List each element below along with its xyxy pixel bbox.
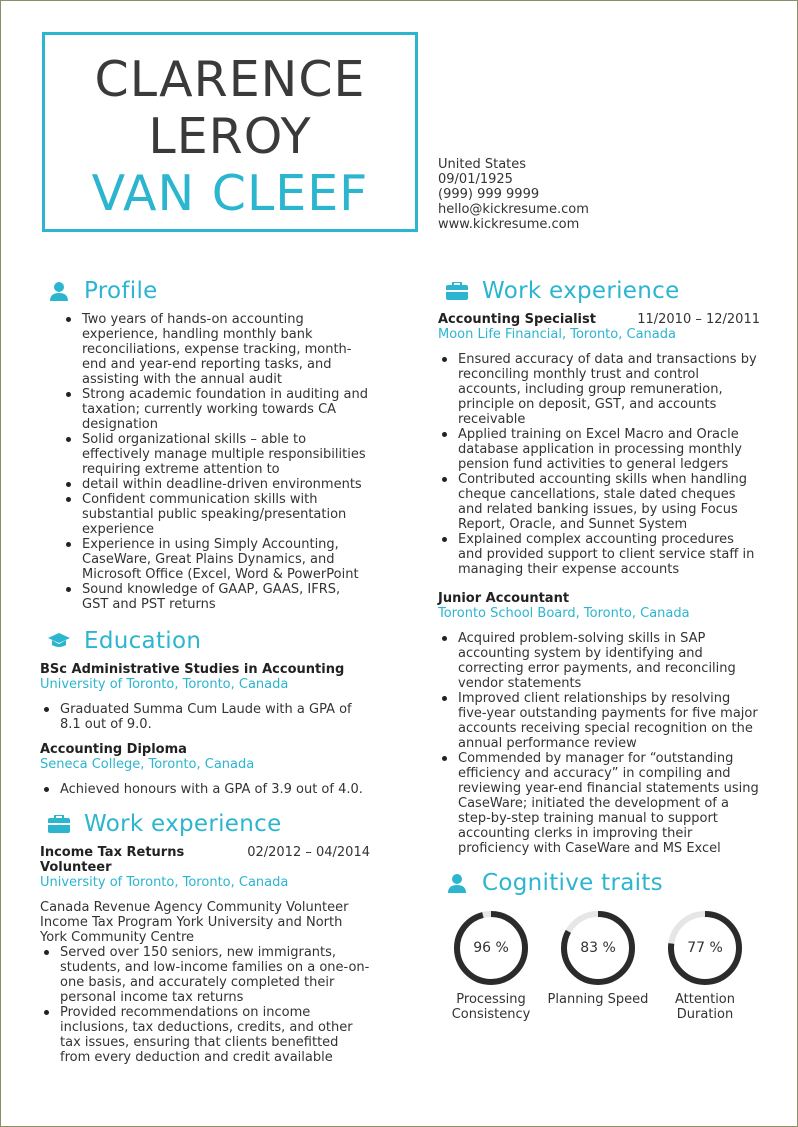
job-description: Canada Revenue Agency Community Volunteer Income Tax Program York University and North York Community Centre: [40, 900, 349, 945]
list-item: detail within deadline-driven environments: [62, 477, 370, 492]
list-item: Solid organizational skills – able to effectively manage multiple responsibilities requiring extreme attention to: [62, 432, 370, 477]
job-org: University of Toronto, Toronto, Canada: [40, 875, 289, 890]
traits-title: Cognitive traits: [482, 870, 663, 896]
traits-header: [438, 868, 760, 898]
contact-website[interactable]: www.kickresume.com: [438, 217, 580, 232]
trait-label: Attention Duration: [675, 992, 735, 1022]
list-item: Two years of hands-on accounting experience, handling monthly bank reconciliations, expense tracking, month-end and year-end reporting tasks, and assisting with the annual audit: [62, 312, 370, 387]
trait-item: [652, 908, 758, 1022]
list-item: Explained complex accounting procedures and provided support to client service staff in managing their expense accounts: [438, 532, 760, 577]
list-item: Sound knowledge of GAAP, GAAS, IFRS, GST and PST returns: [62, 582, 370, 612]
degree-title: BSc Administrative Studies in Accounting: [40, 662, 345, 677]
trait-item: [438, 908, 544, 1022]
job-dates: 02/2012 – 04/2014: [247, 845, 370, 860]
trait-gauge: [558, 908, 638, 988]
last-name: VAN CLEEF: [91, 165, 369, 222]
job-details: [438, 631, 760, 856]
job-entry: [438, 312, 760, 577]
school-name: Seneca College, Toronto, Canada: [40, 757, 255, 772]
education-header: [40, 626, 370, 656]
list-item: Applied training on Excel Macro and Oracle database application in processing monthly pension fund activities to general ledgers: [438, 427, 760, 472]
first-name: CLARENCE: [94, 51, 366, 108]
job-title: Junior Accountant: [438, 591, 570, 606]
job-title: Accounting Specialist: [438, 312, 596, 327]
traits-row: [438, 908, 758, 1022]
work-right-title: Work experience: [482, 278, 680, 304]
job-details: [438, 352, 760, 577]
trait-label: Processing Consistency: [451, 992, 531, 1022]
list-item: Experience in using Simply Accounting, CaseWare, Great Plains Dynamics, and Microsoft Office (Excel, Word & PowerPoint: [62, 537, 370, 582]
list-item: Graduated Summa Cum Laude with a GPA of 8.1 out of 9.0.: [40, 702, 370, 732]
briefcase-icon: [44, 812, 74, 836]
trait-item: [545, 908, 651, 1022]
briefcase-icon: [442, 279, 472, 303]
education-details: [40, 702, 370, 732]
job-head: [438, 591, 760, 606]
profile-title: Profile: [84, 278, 158, 304]
trait-gauge: [665, 908, 745, 988]
person-icon: [442, 871, 472, 895]
job-entry: [40, 845, 370, 1065]
list-item: Contributed accounting skills when handling cheque cancellations, stale dated cheques and related banking issues, by using Focus Report, Oracle, and Sunnet System: [438, 472, 760, 532]
education-entry: [40, 662, 370, 732]
list-item: Commended by manager for “outstanding efficiency and accuracy” in compiling and reviewing year-end financial statements using CaseWare; initiated the development of a step-by-step training manual to support accounting clerks in improving their proficiency with CaseWare and MS Excel: [438, 751, 760, 856]
trait-value: 83 %: [580, 940, 616, 956]
trait-value: 96 %: [473, 940, 509, 956]
job-head: [438, 312, 760, 327]
contact-email[interactable]: hello@kickresume.com: [438, 202, 589, 217]
contact-location: United States: [438, 157, 527, 172]
name-box: [42, 32, 418, 232]
list-item: Served over 150 seniors, new immigrants, students, and low-income families on a one-on-one basis, and accurately completed their personal income tax returns: [40, 945, 370, 1005]
profile-header: [40, 276, 370, 306]
contact-dob: 09/01/1925: [438, 172, 513, 187]
job-org: Moon Life Financial, Toronto, Canada: [438, 327, 676, 342]
graduation-cap-icon: [44, 629, 74, 653]
job-dates: 11/2010 – 12/2011: [637, 312, 760, 327]
list-item: Ensured accuracy of data and transactions by reconciling monthly trust and control accounts, including group remuneration, principle on deposit, GST, and accounts receivable: [438, 352, 760, 427]
person-icon: [44, 279, 74, 303]
list-item: Achieved honours with a GPA of 3.9 out of 4.0.: [40, 782, 370, 797]
trait-gauge: [451, 908, 531, 988]
profile-list: [62, 312, 370, 612]
job-details: [40, 945, 370, 1065]
job-title: Income Tax Returns Volunteer: [40, 845, 185, 875]
school-name: University of Toronto, Toronto, Canada: [40, 677, 289, 692]
list-item: Provided recommendations on income inclusions, tax deductions, credits, and other tax issues, ensuring that clients benefitted from every deduction and credit available: [40, 1005, 370, 1065]
list-item: Improved client relationships by resolving five-year outstanding payments for five major accounts receiving special recognition on the annual performance review: [438, 691, 760, 751]
work-right-header: [438, 276, 760, 306]
job-entry: [438, 591, 760, 856]
job-head: [40, 845, 370, 875]
contact-phone: (999) 999 9999: [438, 187, 540, 202]
list-item: Acquired problem-solving skills in SAP accounting system by identifying and correcting error payments, and reconciling vendor statements: [438, 631, 760, 691]
middle-name: LEROY: [148, 108, 312, 165]
list-item: Strong academic foundation in auditing and taxation; currently working towards CA designation: [62, 387, 370, 432]
left-column: [40, 276, 370, 1065]
degree-title: Accounting Diploma: [40, 742, 187, 757]
right-column: [438, 276, 760, 1022]
trait-value: 77 %: [687, 940, 723, 956]
education-details: [40, 782, 370, 797]
job-org: Toronto School Board, Toronto, Canada: [438, 606, 690, 621]
education-title: Education: [84, 628, 202, 654]
contact-info: [438, 157, 589, 232]
list-item: Confident communication skills with substantial public speaking/presentation experience: [62, 492, 370, 537]
work-left-title: Work experience: [84, 811, 282, 837]
trait-label: Planning Speed: [547, 992, 649, 1007]
work-left-header: [40, 809, 370, 839]
education-entry: [40, 742, 370, 797]
